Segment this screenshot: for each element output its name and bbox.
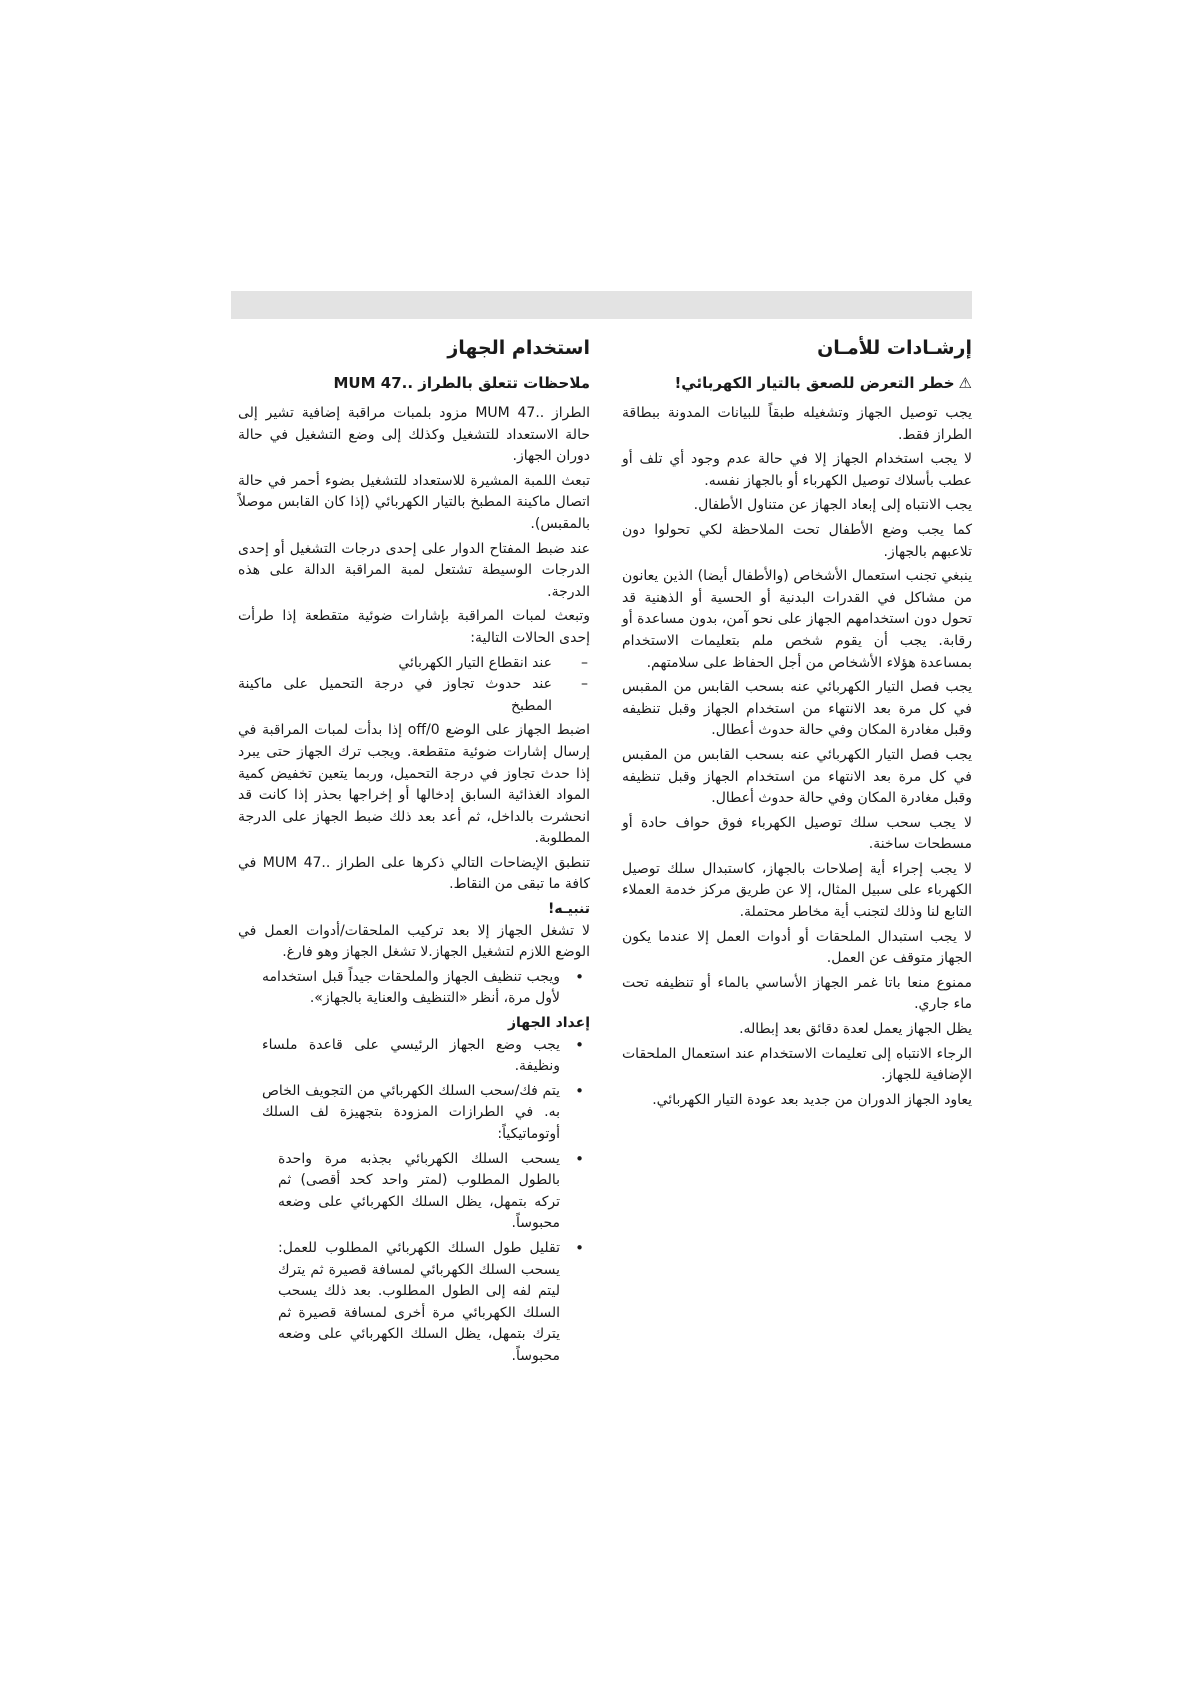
usage-paragraph: الطراز ..MUM 47 مزود بلمبات مراقبة إضافية تشير إلى حالة الاستعداد للتشغيل وكذلك إلى وضع التشغيل في حالة دوران الجهاز. [238,405,590,465]
cord-sub-list [238,1149,590,1368]
usage-paragraph: عند ضبط المفتاح الدوار على إحدى درجات التشغيل أو إحدى الدرجات الوسيطة تشتعل لمبة المراقبة الدالة على هذه الدرجة. [238,540,590,600]
caution-text: لا تشغل الجهاز إلا بعد تركيب الملحقات/أدوات العمل في الوضع اللازم لتشغيل الجهاز.لا تشغل الجهاز وهو فارغ. [238,922,590,961]
safety-paragraph: يجب توصيل الجهاز وتشغيله طبقاً للبيانات المدونة ببطاقة الطراز فقط. [622,405,972,443]
safety-paragraph: لا يجب استبدال الملحقات أو أدوات العمل إلا عندما يكون الجهاز متوقف عن العمل. [622,928,972,967]
safety-column [622,334,972,1114]
usage-paragraph: تبعث اللمبة المشيرة للاستعداد للتشغيل بضوء أحمر في حالة اتصال ماكينة المطبخ بالتيار الكهربائي (إذا كان القابس موصلاً بالمقبس). [238,472,590,532]
list-item: • ويجب تنظيف الجهاز والملحقات جيداً قبل استخدامه لأول مرة، أنظر «التنظيف والعناية بالجهاز». [262,967,590,1010]
safety-paragraph: لا يجب سحب سلك توصيل الكهرباء فوق حواف حادة أو مسطحات ساخنة. [622,814,972,853]
list-item: – عند انقطاع التيار الكهربائي [238,653,590,675]
safety-paragraph: يظل الجهاز يعمل لعدة دقائق بعد إبطاله. [739,1021,972,1038]
safety-paragraph: يعاود الجهاز الدوران من جديد بعد عودة التيار الكهربائي. [652,1091,972,1108]
list-item: – عند حدوث تجاوز في درجة التحميل على ماكينة المطبخ [238,674,590,717]
warning-heading-row [622,371,972,395]
safety-paragraph: لا يجب استخدام الجهاز إلا في حالة عدم وجود أي تلف أو عطب بأسلاك توصيل الكهرباء أو بالجهاز نفسه. [622,451,972,489]
safety-paragraph: يجب فصل التيار الكهربائي عنه بسحب القابس من المقبس في كل مرة بعد الانتهاء من استخدام الجهاز وقبل تنظيفه وقبل مغادرة المكان وفي حالة حدوث أعطال. [622,679,972,739]
header-bar [231,291,972,319]
warning-triangle-icon: ⚠ [958,374,972,392]
model-heading: ملاحظات تتعلق بالطراز ..MUM 47 [333,374,590,392]
usage-paragraph: وتبعث لمبات المراقبة بإشارات ضوئية متقطعة إذا طرأت إحدى الحالات التالية: [238,608,590,646]
safety-paragraph: ممنوع منعا باتا غمر الجهاز الأساسي بالماء أو تنظيفه تحت ماء جاري. [622,974,972,1013]
list-item: • يسحب السلك الكهربائي بجذبه مرة واحدة بالطول المطلوب (لمتر واحد كحد أقصى) ثم تركه بتمهل، يظل السلك الكهربائي على وضعه محبوساً. [278,1149,590,1235]
safety-paragraph: ينبغي تجنب استعمال الأشخاص (والأطفال أيضا) الذين يعانون من مشاكل في القدرات البدنية أو الحسية أو الذهنية قد تحول دون استخدامهم الجهاز على نحو آمن، بدون مساعدة أو رقابة. يجب أن يقوم شخص ملم بتعليمات الاستخدام بمساعدة هؤلاء الأشخاص من أجل الحفاظ على سلامتهم. [622,568,972,671]
usage-column [238,334,590,1371]
safety-paragraph: الرجاء الانتباه إلى تعليمات الاستخدام عند استعمال الملحقات الإضافية للجهاز. [622,1045,972,1084]
list-item: • تقليل طول السلك الكهربائي المطلوب للعمل: يسحب السلك الكهربائي لمسافة قصيرة ثم يترك ليتم لفه إلى الطول المطلوب. بعد ذلك يسحب السلك الكهربائي مرة أخرى لمسافة قصيرة ثم يترك بتمهل، يظل السلك الكهربائي على وضعه محبوساً. [278,1238,590,1368]
caution-list [238,967,590,1010]
condition-list [238,653,590,718]
warning-heading: خطر التعرض للصعق بالتيار الكهربائي! [674,374,955,392]
list-item: • يجب وضع الجهاز الرئيسي على قاعدة ملساء ونظيفة. [262,1035,590,1078]
safety-paragraph: كما يجب وضع الأطفال تحت الملاحظة لكي تحولوا دون تلاعبهم بالجهاز. [622,521,972,560]
caution-heading: تنبيـه! [547,901,590,918]
setup-list [238,1035,590,1146]
usage-title: استخدام الجهاز [447,337,590,359]
list-item: • يتم فك/سحب السلك الكهربائي من التجويف الخاص به. في الطرازات المزودة بتجهيزة لف السلك أوتوماتيكياً: [262,1081,590,1146]
safety-paragraph: يجب الانتباه إلى إبعاد الجهاز عن متناول الأطفال. [693,497,972,514]
usage-paragraph: اضبط الجهاز على الوضع off/0 إذا بدأت لمبات المراقبة في إرسال إشارات ضوئية متقطعة. ويجب ترك الجهاز حتى يبرد إذا حدث تجاوز في درجة التحميل، وربما يتعين تخفيض كمية المواد الغذائية السابق إدخالها أو إخراجها بحذر إذا كانت قد انحشرت بالداخل، ثم أعد بعد ذلك ضبط الجهاز على الدرجة المطلوبة. [238,722,590,847]
safety-title: إرشـادات للأمـان [817,337,972,359]
setup-heading: إعداد الجهاز [507,1015,590,1032]
safety-paragraph: يجب فصل التيار الكهربائي عنه بسحب القابس من المقبس في كل مرة بعد الانتهاء من استخدام الجهاز وقبل تنظيفه وقبل مغادرة المكان وفي حالة حدوث أعطال. [622,746,972,807]
usage-paragraph: تنطبق الإيضاحات التالي ذكرها على الطراز ..MUM 47 في كافة ما تبقى من النقاط. [238,854,590,893]
safety-paragraph: لا يجب إجراء أية إصلاحات بالجهاز، كاستبدال سلك توصيل الكهرباء على سبيل المثال، إلا عن طريق مركز خدمة العملاء التابع لنا وذلك لتجنب أية مخاطر محتملة. [622,860,972,921]
